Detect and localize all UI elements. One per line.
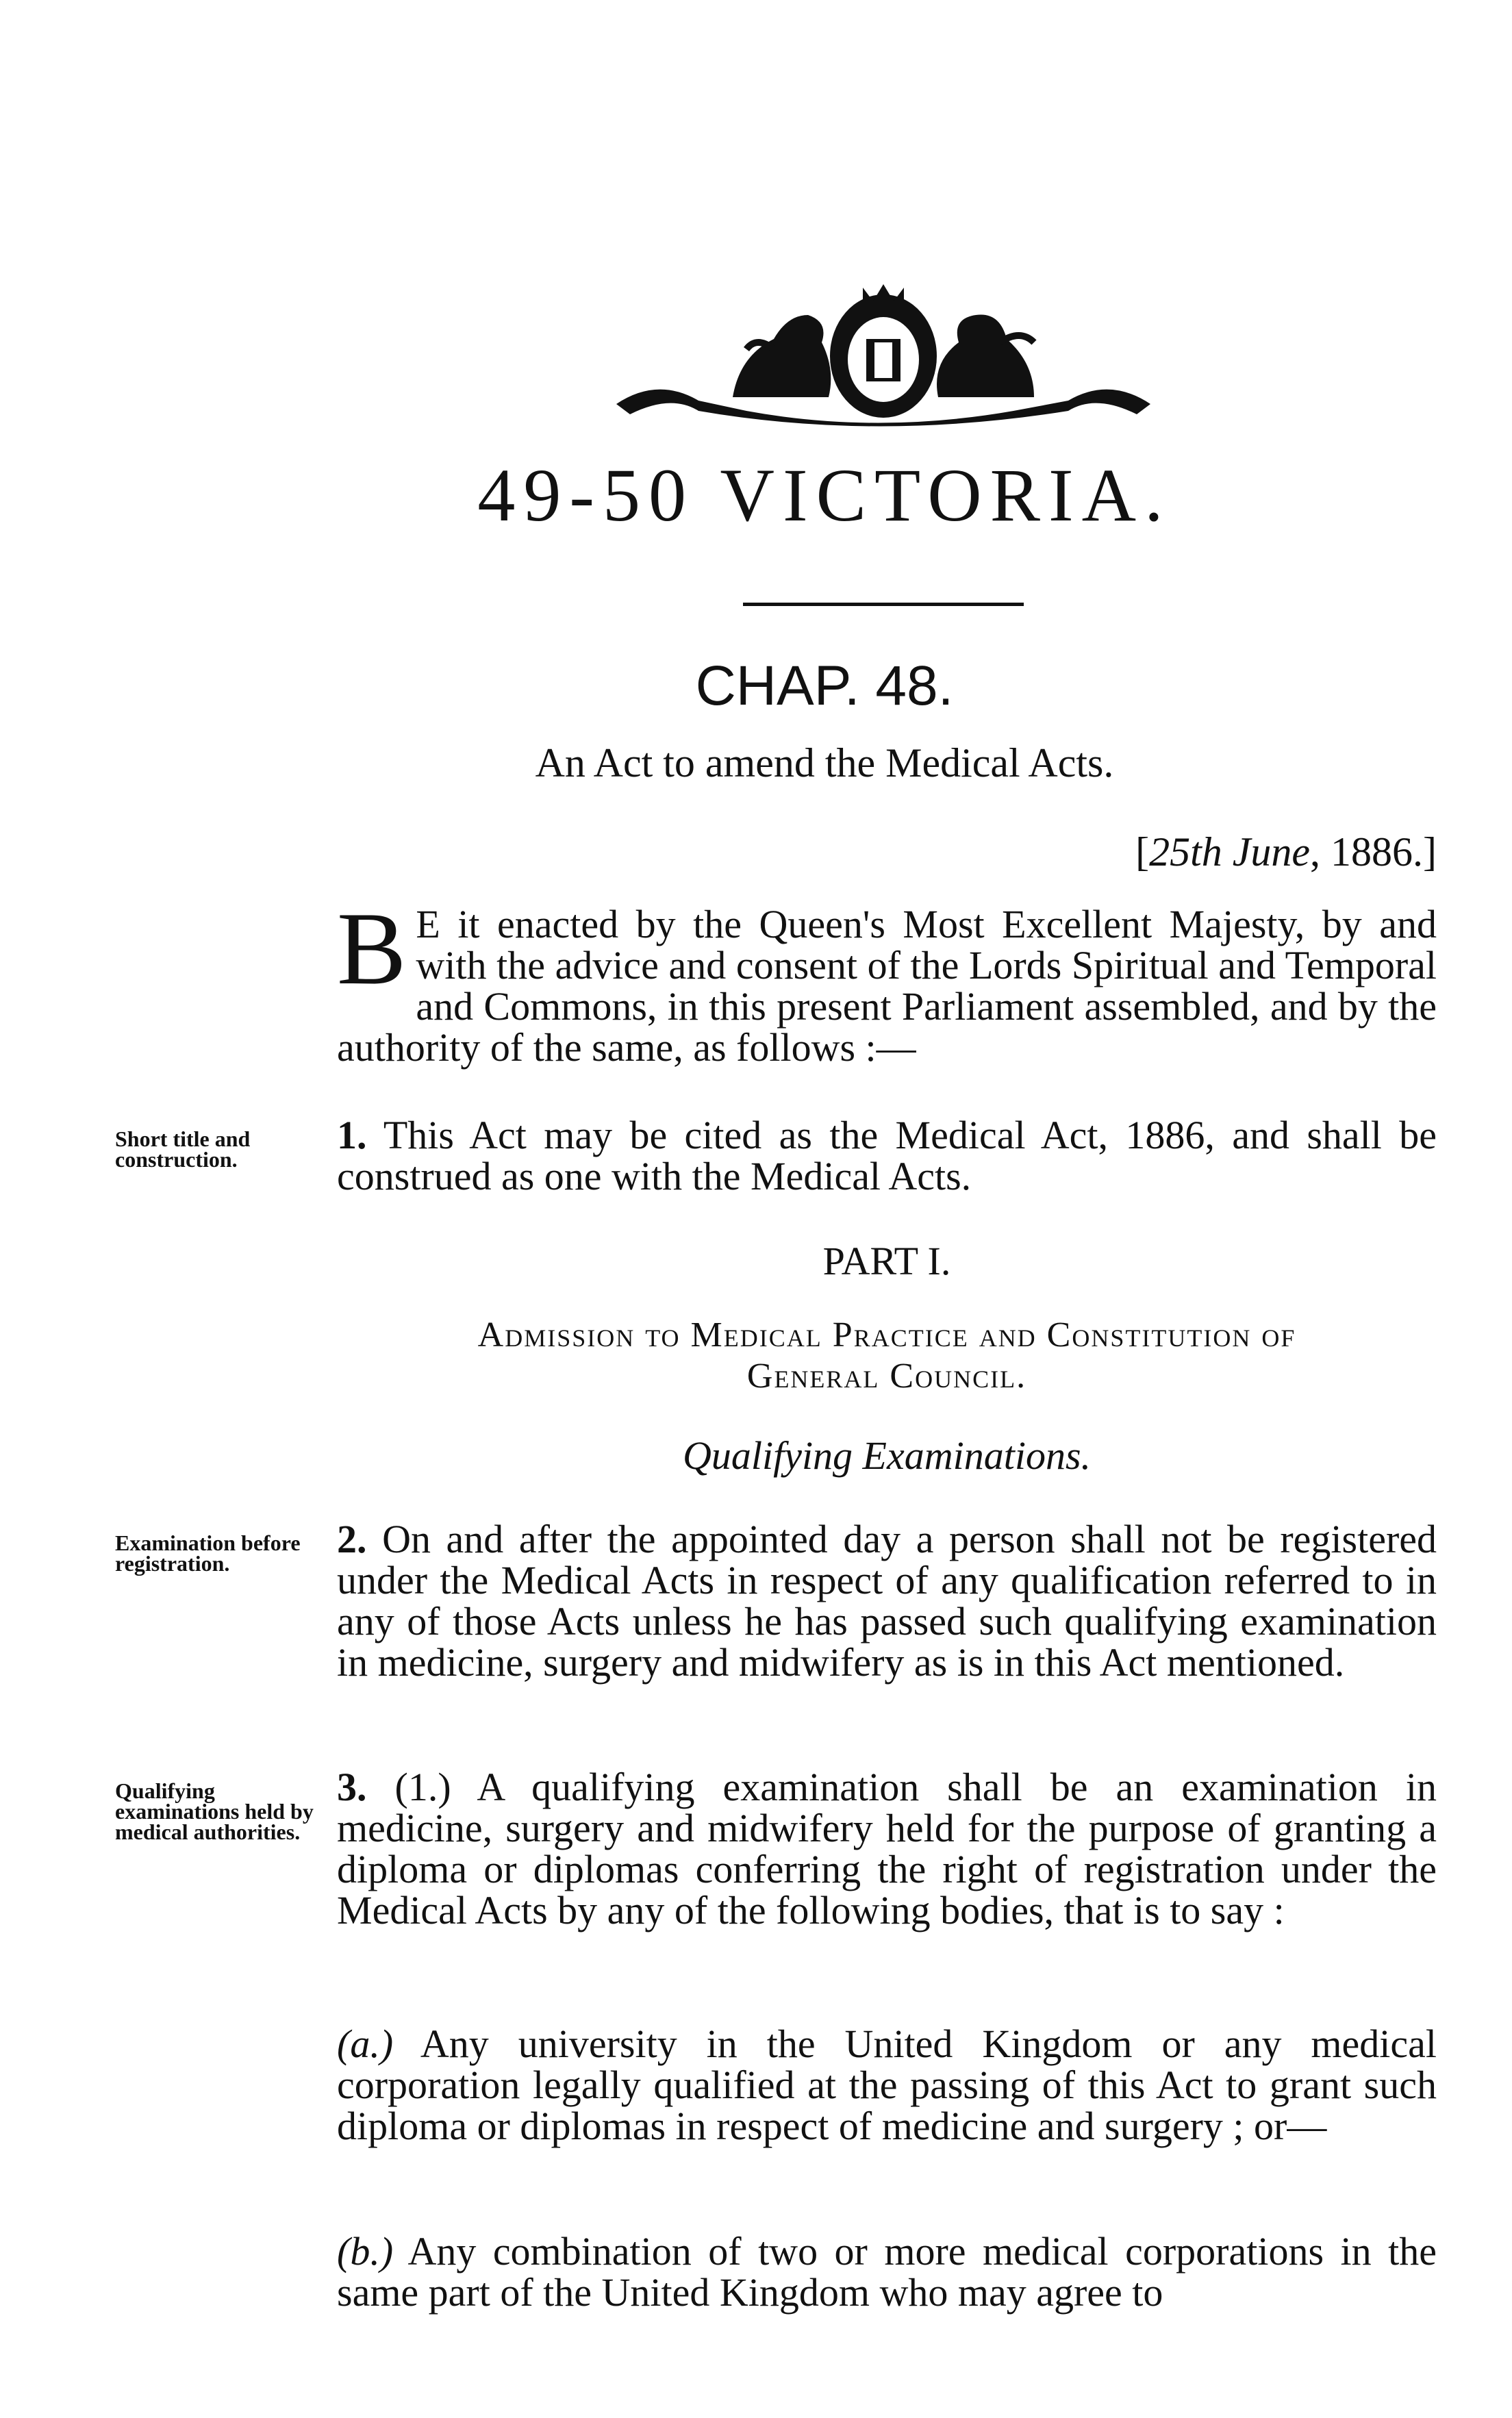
assent-date	[1135, 829, 1437, 876]
long-title: An Act to amend the Medical Acts.	[535, 740, 1114, 785]
subparagraph-b	[337, 2231, 1437, 2313]
drop-cap: B	[337, 891, 407, 1006]
section-number: 3.	[337, 1765, 367, 1809]
enacting-formula	[337, 891, 1437, 1070]
section-text: This Act may be cited as the Medical Act, 1886, and shall be construed as one with the Medical Acts.	[337, 1113, 1437, 1198]
subparagraph-text: Any university in the United Kingdom or any medical corporation legally qualified at the passing of this Act to grant such diploma or diplomas in respect of medicine and surgery ; or—	[337, 2022, 1437, 2148]
enacting-text: E it enacted by the Queen's Most Excellent Majesty, by and with the advice and consent of the Lords Spiritual and Temporal and Commons, in this present Parliament assembled, and by the authority of the same, as follows :—	[337, 902, 1437, 1070]
part-title: PART I.	[822, 1239, 951, 1283]
date-bracket-open: [	[1135, 829, 1150, 874]
subparagraph-text: Any combination of two or more medical corporations in the same part of the United Kingdom who may agree to	[337, 2229, 1437, 2315]
margin-note-section-1: Short title and construction.	[115, 1126, 251, 1172]
chapter-number: CHAP. 48.	[695, 655, 954, 717]
section-text: (1.) A qualifying examination shall be an examination in medicine, surgery and midwifery held for the purpose of granting a diploma or diplomas conferring the right of registration under the Medical Acts by any of the following bodies, that is to say :	[337, 1765, 1437, 1932]
part-subtitle-line-1: Admission to Medical Practice and Constitution of	[477, 1315, 1296, 1355]
section-3	[337, 1767, 1437, 1931]
subparagraph-a	[337, 2024, 1437, 2147]
margin-note-section-3: Qualifying examinations held by medical authorities.	[115, 1778, 314, 1844]
date-year: , 1886.]	[1310, 829, 1437, 874]
divider-rule	[743, 603, 1024, 606]
subparagraph-label: (a.)	[337, 2022, 394, 2066]
section-1	[337, 1115, 1437, 1197]
section-number: 1.	[337, 1113, 367, 1157]
royal-coat-of-arms-icon	[603, 274, 1164, 431]
section-text: On and after the appointed day a person shall not be registered under the Medical Acts in respect of any qualification referred to in any of those Acts unless he has passed such qualifying examination in medicine, surgery and midwifery as is in this Act mentioned.	[337, 1517, 1437, 1685]
date-day: 25th June	[1149, 829, 1311, 874]
regnal-year: 49-50 VICTORIA.	[477, 453, 1172, 537]
section-number: 2.	[337, 1517, 367, 1561]
subparagraph-label: (b.)	[337, 2229, 394, 2274]
margin-note-section-2: Examination before registration.	[115, 1531, 301, 1576]
part-subtitle-line-2: General Council.	[746, 1357, 1027, 1396]
crossheading: Qualifying Examinations.	[682, 1433, 1092, 1478]
section-2	[337, 1519, 1437, 1683]
